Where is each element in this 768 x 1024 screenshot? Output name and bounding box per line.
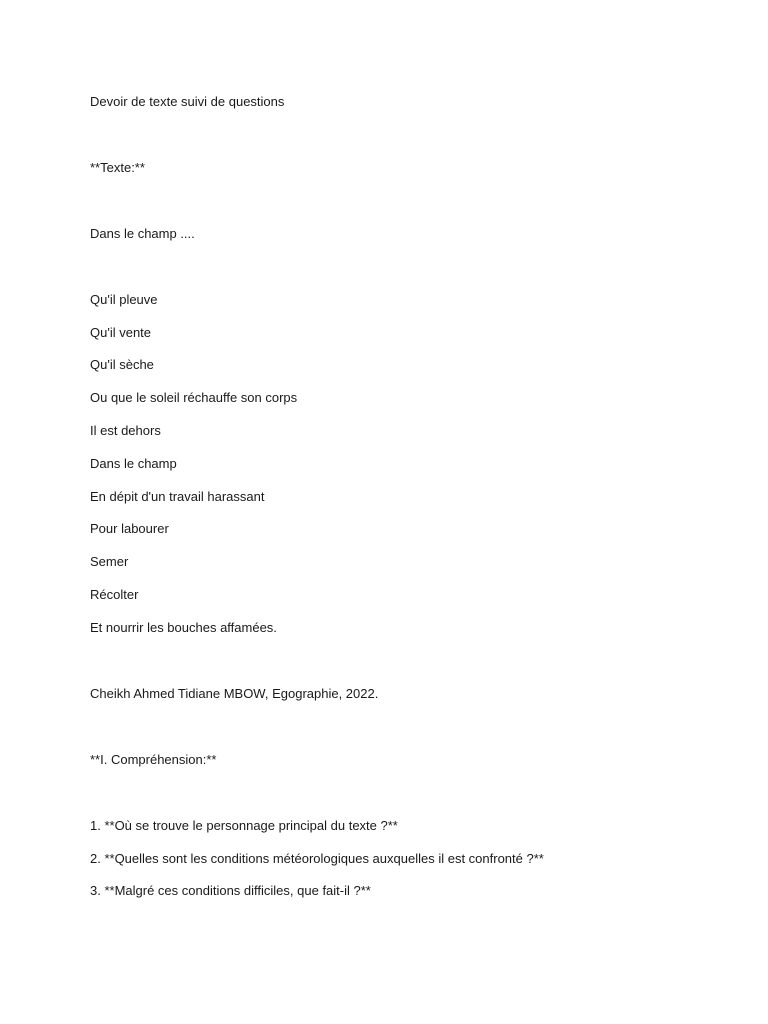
text-heading: **Texte:** xyxy=(90,160,145,175)
source-citation: Cheikh Ahmed Tidiane MBOW, Egographie, 2022. xyxy=(90,686,379,701)
poem-line: Pour labourer xyxy=(90,521,169,536)
poem-line: Récolter xyxy=(90,587,139,602)
poem-line: Et nourrir les bouches affamées. xyxy=(90,620,277,635)
poem-line: Dans le champ xyxy=(90,456,177,471)
poem-line: Ou que le soleil réchauffe son corps xyxy=(90,390,298,405)
poem-line: Qu'il pleuve xyxy=(90,292,158,307)
document-title: Devoir de texte suivi de questions xyxy=(90,94,285,109)
poem-line: Semer xyxy=(90,554,129,569)
question-item: 1. **Où se trouve le personnage principal du texte ?** xyxy=(90,818,398,833)
question-item: 3. **Malgré ces conditions difficiles, que fait-il ?** xyxy=(90,883,371,898)
poem-line: Qu'il sèche xyxy=(90,357,154,372)
poem-line: En dépit d'un travail harassant xyxy=(90,489,265,504)
question-item: 2. **Quelles sont les conditions météorologiques auxquelles il est confronté ?** xyxy=(90,851,544,866)
poem-line: Qu'il vente xyxy=(90,325,152,340)
poem-title: Dans le champ .... xyxy=(90,226,195,241)
poem-line: Il est dehors xyxy=(90,423,161,438)
section-heading: **I. Compréhension:** xyxy=(90,752,217,767)
